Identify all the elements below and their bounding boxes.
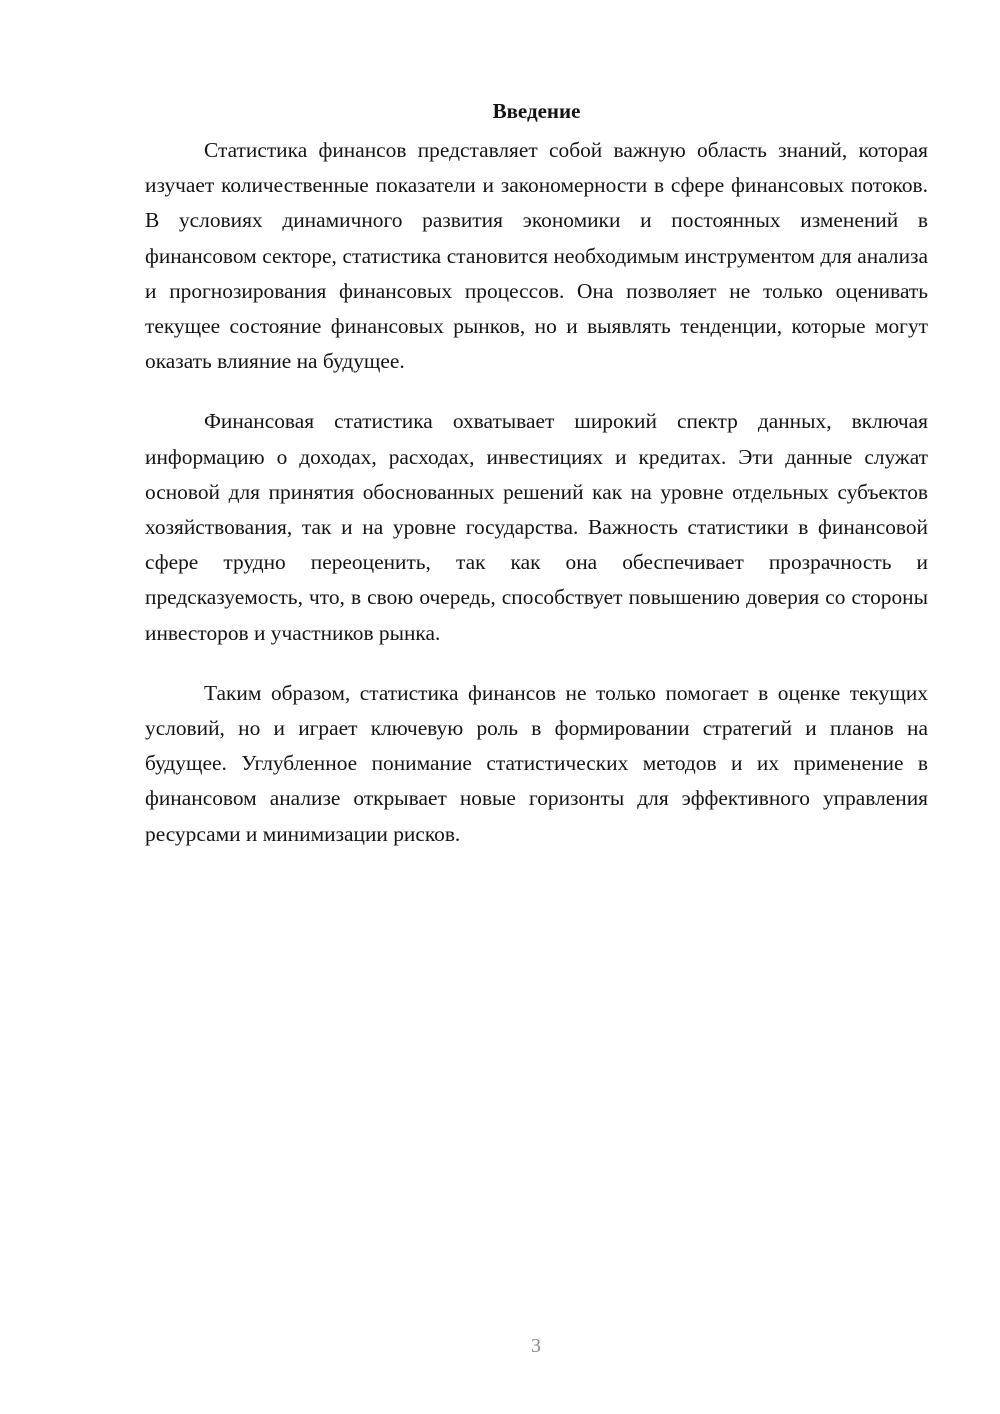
page-number: 3	[531, 1335, 541, 1357]
page-content	[145, 96, 928, 852]
section-title: Введение	[492, 99, 581, 123]
paragraph-3: Таким образом, статистика финансов не только помогает в оценке текущих условий, но и играет ключевую роль в формировании стратегий и планов на будущее. Углубленное понимание статистических методов и их применение в финансовом анализе открывает новые горизонты для эффективного управления ресурсами и минимизации рисков.	[145, 680, 928, 846]
paragraph-1: Статистика финансов представляет собой важную область знаний, которая изучает количественные показатели и закономерности в сфере финансовых потоков. В условиях динамичного развития экономики и постоянных изменений в финансовом секторе, статистика становится необходимым инструментом для анализа и прогнозирования финансовых процессов. Она позволяет не только оценивать текущее состояние финансовых рынков, но и выявлять тенденции, которые могут оказать влияние на будущее.	[145, 138, 928, 374]
paragraph-2: Финансовая статистика охватывает широкий спектр данных, включая информацию о доходах, расходах, инвестициях и кредитах. Эти данные служат основой для принятия обоснованных решений как на уровне отдельных субъектов хозяйствования, так и на уровне государства. Важность статистики в финансовой сфере трудно переоценить, так как она обеспечивает прозрачность и предсказуемость, что, в свою очередь, способствует повышению доверия со стороны инвесторов и участников рынка.	[145, 409, 928, 645]
